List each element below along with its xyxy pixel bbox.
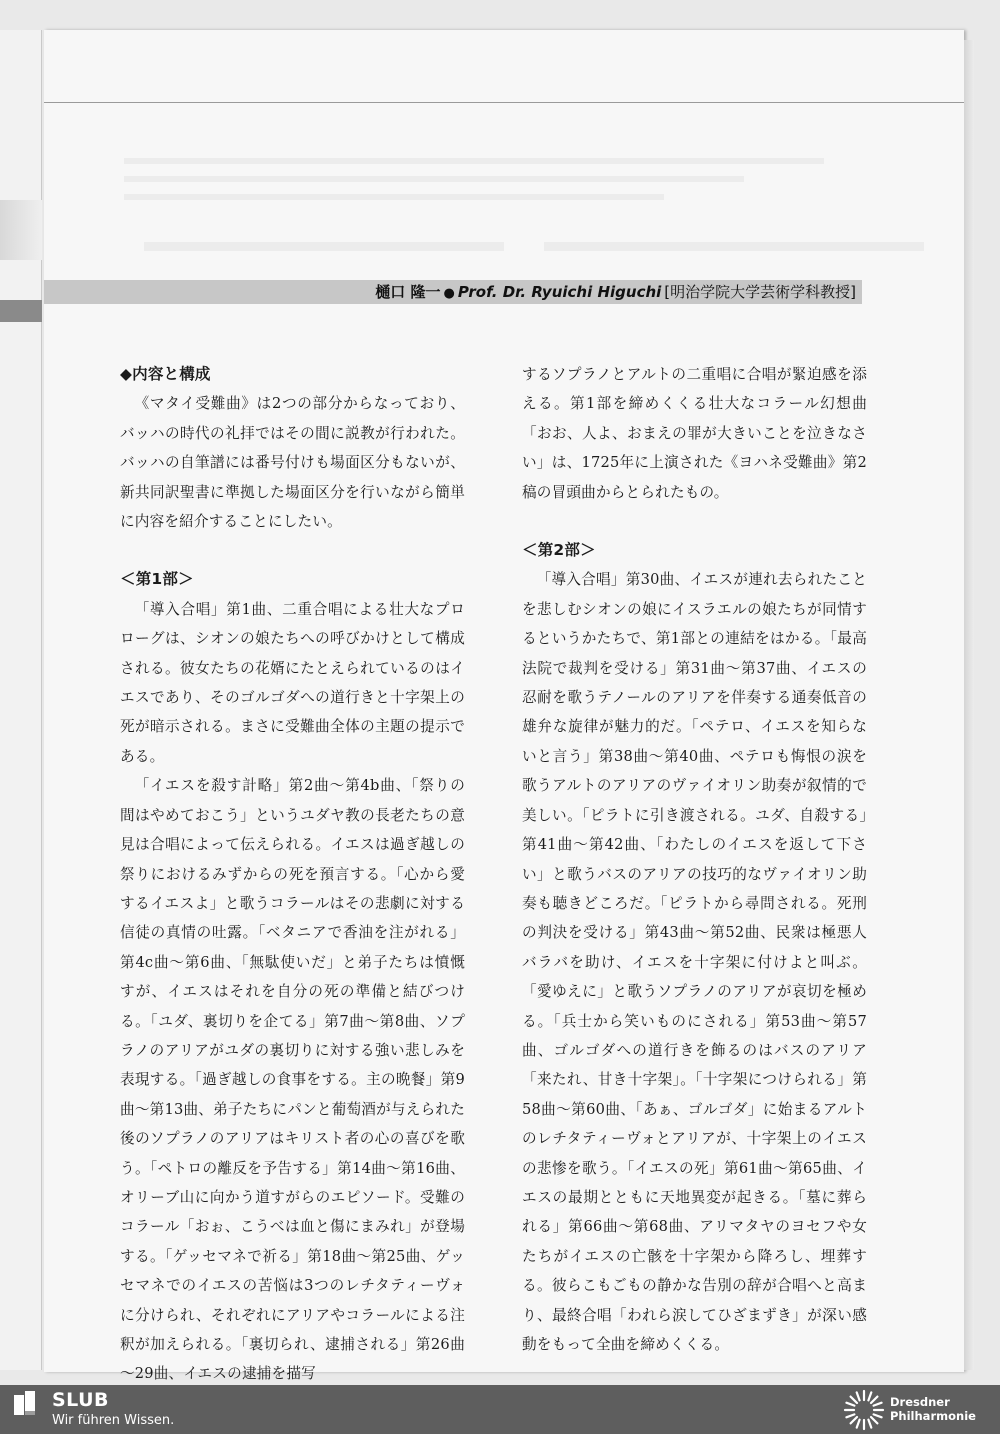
- library-name: SLUB: [52, 1389, 110, 1411]
- section-heading-part2: ＜第2部＞: [522, 541, 596, 560]
- bullet-icon: ●: [443, 286, 455, 301]
- paragraph-gap: [522, 507, 867, 536]
- left-page-edge: [0, 30, 42, 1370]
- bleed-through: [144, 242, 504, 251]
- bleed-through: [544, 242, 924, 251]
- paragraph-intro: 《マタイ受難曲》は2つの部分からなっており、バッハの時代の礼拝ではその間に説教が行われた。バッハの自筆譜には番号付けも場面区分もないが、新共同訳聖書に準拠した場面区分を行いながら簡単に内容を紹介することにしたい。: [120, 395, 465, 531]
- partner-name-line1: Dresdner: [890, 1395, 950, 1409]
- paragraph-gap: [120, 536, 465, 565]
- author-name-en: Prof. Dr. Ryuichi Higuchi: [457, 283, 662, 301]
- partner-name-line2: Philharmonie: [890, 1409, 976, 1423]
- paragraph-part2: 「導入合唱」第30曲、イエスが連れ去られたことを悲しむシオンの娘にイスラエルの娘たちが同情するというかたちで、第1部との連結をはかる。「最高法院で裁判を受ける」第31曲～第37曲、イエスの忍耐を歌うテノールのアリアを伴奏する通奏低音の雄弁な旋律が魅力的だ。「ペテロ、イエスを知らないと言う」第38曲～第40曲、ペテロも悔恨の涙を歌うアルトのアリアのヴァイオリン助奏が叙情的で美しい。「ピラトに引き渡される。ユダ、自殺する」第41曲～第42曲、「わたしのイエスを返して下さい」と歌うバスのアリアの技巧的なヴァイオリン助奏も聴きどころだ。「ピラトから尋問される。死刑の判決を受ける」第43曲～第52曲、民衆は極悪人バラバを助け、イエスを十字架に付けよと叫ぶ。「愛ゆえに」と歌うソプラノのアリアが哀切を極める。「兵士から笑いものにされる」第53曲～第57曲、ゴルゴダへの道行きを飾るのはバスのアリア「来たれ、甘き十字架」。「十字架につけられる」第58曲～第60曲、「あぁ、ゴルゴダ」に始まるアルトのレチタティーヴォとアリアが、十字架上のイエスの悲惨を歌う。「イエスの死」第61曲～第65曲、イエスの最期とともに天地異変が起きる。「墓に葬られる」第66曲～第68曲、アリマタヤのヨセフや女たちがイエスの亡骸を十字架から降ろし、埋葬する。彼らこもごもの静かな告別の辞が合唱へと高まり、最終合唱「われら涙してひざまずき」が深い感動をもって全曲を締めくくる。: [522, 571, 867, 1353]
- slub-logo-icon: [14, 1391, 36, 1417]
- header-rule: [44, 102, 964, 103]
- paragraph-part1-continued: するソプラノとアルトの二重唱に合唱が緊迫感を添える。第1部を締めくくる壮大なコラール幻想曲「おお、人よ、おまえの罪が大きいことを泣きなさい」は、1725年に上演された《ヨハネ受難曲》第2稿の冒頭曲からとられたもの。: [522, 366, 867, 501]
- bleed-through: [124, 176, 744, 182]
- author-affiliation: [明治学院大学芸術学科教授]: [664, 283, 856, 301]
- partner-name: [890, 1395, 976, 1423]
- paragraph-part1-scenes: 「イエスを殺す計略」第2曲～第4b曲、「祭りの間はやめておこう」というユダヤ教の長老たちの意見は合唱によって伝えられる。イエスは過ぎ越しの祭りにおけるみずからの死を預言する。「心から愛するイエスよ」と歌うコラールはその悲劇に対する信徒の真情の吐露。「ベタニアで香油を注がれる」第4c曲～第6曲、「無駄使いだ」と弟子たちは憤慨すが、イエスはそれを自分の死の準備と結びつける。「ユダ、裏切りを企てる」第7曲～第8曲、ソプラノのアリアがユダの裏切りに対する強い悲しみを表現する。「過ぎ越しの食事をする。主の晩餐」第9曲～第13曲、弟子たちにパンと葡萄酒が与えられた後のソプラノのアリアはキリスト者の心の喜びを歌う。「ペトロの離反を予告する」第14曲～第16曲、オリーブ山に向かう道すがらのエピソード。受難のコラール「おぉ、こうべは血と傷にまみれ」が登場する。「ゲッセマネで祈る」第18曲～第25曲、ゲッセマネでのイエスの苦悩は3つのレチタティーヴォに分けられ、それぞれにアリアやコラールによる注釈が加えられる。「裏切られ、逮捕される」第26曲～29曲、イエスの逮捕を描写: [120, 777, 465, 1383]
- page: [44, 30, 964, 1383]
- text-column-left: [120, 360, 465, 1385]
- philharmonie-logo-icon: [842, 1388, 886, 1432]
- section-heading-part1: ＜第1部＞: [120, 570, 194, 589]
- paragraph-part1-opening: 「導入合唱」第1曲、二重合唱による壮大なプロローグは、シオンの娘たちへの呼びかけとして構成される。彼女たちの花婿にたとえられているのはイエスであり、そのゴルゴダへの道行きと十字架上の死が暗示される。まさに受難曲全体の主題の提示である。: [120, 600, 465, 765]
- page-edge: [964, 40, 974, 1370]
- section-heading-intro: ◆内容と構成: [120, 365, 211, 383]
- left-page-band: [0, 300, 42, 322]
- library-tagline: Wir führen Wissen.: [52, 1413, 175, 1428]
- footer-bar: [0, 1385, 1000, 1434]
- author-name-jp: 樋口 隆一: [375, 283, 441, 301]
- bleed-through: [124, 158, 824, 164]
- bleed-through: [124, 194, 664, 200]
- author-bar: [44, 280, 862, 304]
- text-column-right: [522, 360, 867, 1359]
- left-page-shading: [0, 200, 42, 260]
